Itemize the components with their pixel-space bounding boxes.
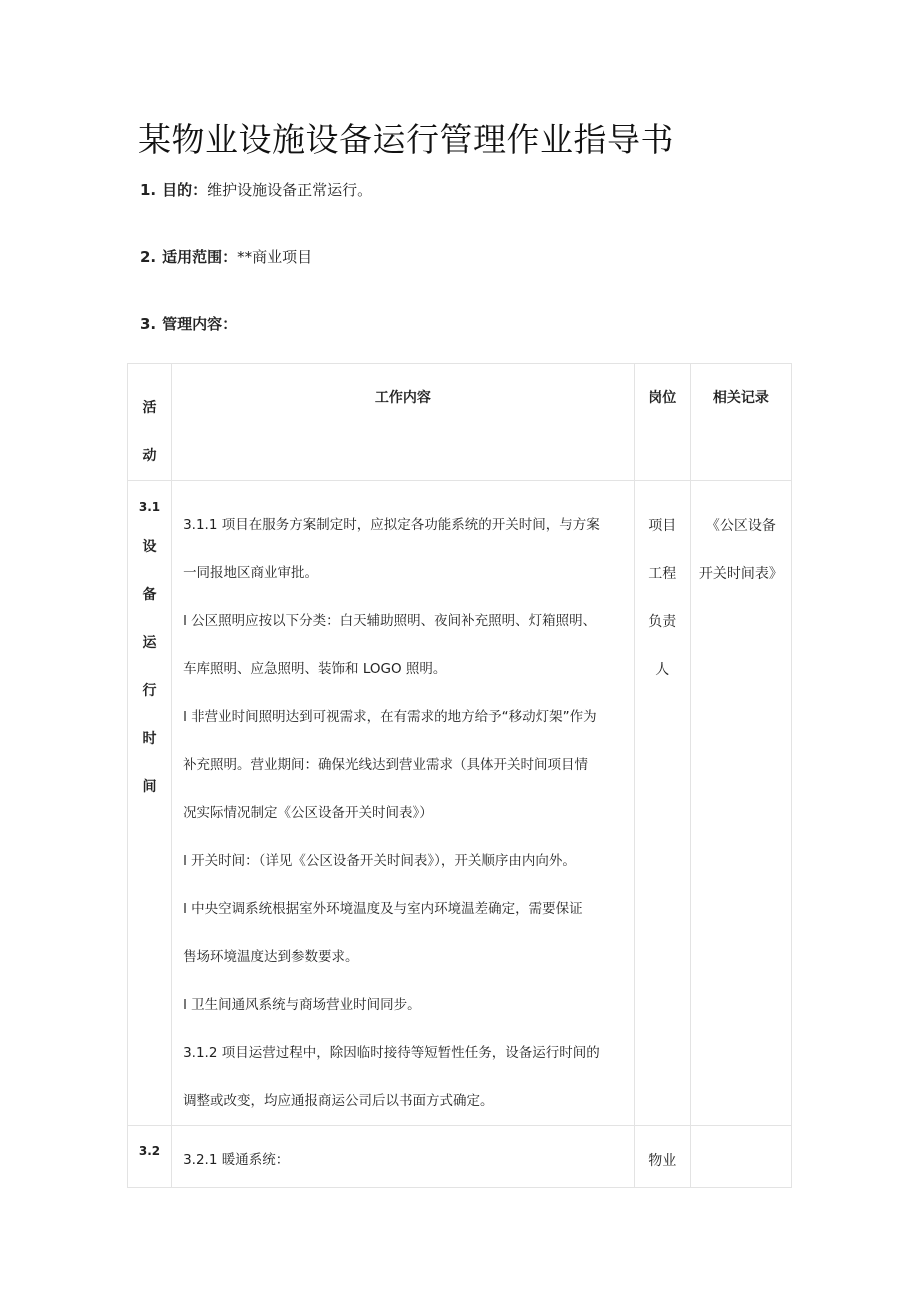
section-number: 1. bbox=[140, 181, 157, 199]
work-line: l 中央空调系统根据室外环境温度及与室内环境温差确定，需要保证 bbox=[183, 901, 583, 917]
section-text: 维护设施设备正常运行。 bbox=[207, 181, 373, 199]
work-line: l 公区照明应按以下分类：白天辅助照明、夜间补充照明、灯箱照明、 bbox=[183, 613, 597, 629]
header-activity-char: 活 bbox=[142, 400, 157, 416]
activity-char: 行 bbox=[142, 683, 157, 699]
work-line: l 非营业时间照明达到可视需求，在有需求的地方给予“移动灯架”作为 bbox=[183, 709, 597, 725]
table-row bbox=[128, 1126, 792, 1188]
post-line: 项目 bbox=[648, 518, 677, 534]
header-post: 岗位 bbox=[634, 364, 690, 481]
header-activity bbox=[128, 364, 172, 481]
table-header-row bbox=[128, 364, 792, 481]
section-number: 2. bbox=[140, 248, 157, 266]
work-line: 补充照明。营业期间：确保光线达到营业需求（具体开关时间项目情 bbox=[183, 757, 589, 773]
record-line: 开关时间表》 bbox=[698, 566, 783, 582]
activity-char: 时 bbox=[142, 731, 157, 747]
management-table bbox=[127, 363, 792, 1188]
activity-cell bbox=[128, 481, 172, 1126]
section-label: 目的： bbox=[162, 181, 208, 199]
post-line: 负责 bbox=[648, 614, 677, 630]
post-line: 工程 bbox=[648, 566, 677, 582]
activity-char: 备 bbox=[142, 587, 157, 603]
record-line: 《公区设备 bbox=[705, 518, 776, 534]
work-line: l 开关时间：（详见《公区设备开关时间表》），开关顺序由内向外。 bbox=[183, 853, 576, 869]
activity-char: 间 bbox=[142, 779, 157, 795]
table-row bbox=[128, 481, 792, 1126]
activity-char: 运 bbox=[142, 635, 157, 651]
section-label: 管理内容： bbox=[162, 315, 238, 333]
work-line: 3.1.1 项目在服务方案制定时，应拟定各功能系统的开关时间，与方案 bbox=[183, 517, 600, 533]
record-cell bbox=[690, 481, 791, 1126]
work-content-cell bbox=[172, 481, 635, 1126]
work-line: 3.2.1 暖通系统： bbox=[172, 1126, 635, 1188]
work-line: 一同报地区商业审批。 bbox=[183, 565, 319, 581]
activity-char: 设 bbox=[142, 539, 157, 555]
activity-code: 3.1 bbox=[138, 500, 161, 514]
section-number: 3. bbox=[140, 315, 157, 333]
header-activity-char: 动 bbox=[142, 448, 157, 464]
post-cell: 物业 bbox=[634, 1126, 690, 1188]
section-purpose bbox=[140, 179, 372, 200]
activity-code: 3.2 bbox=[128, 1126, 172, 1188]
section-scope bbox=[140, 246, 312, 267]
work-line: 车库照明、应急照明、装饰和 LOGO 照明。 bbox=[183, 661, 447, 677]
post-line: 人 bbox=[655, 662, 670, 678]
header-related-records: 相关记录 bbox=[690, 364, 791, 481]
work-line: 3.1.2 项目运营过程中，除因临时接待等短暂性任务，设备运行时间的 bbox=[183, 1045, 600, 1061]
work-line: 售场环境温度达到参数要求。 bbox=[183, 949, 359, 965]
section-label: 适用范围： bbox=[162, 248, 238, 266]
header-work-content: 工作内容 bbox=[172, 364, 635, 481]
record-cell bbox=[690, 1126, 791, 1188]
post-cell bbox=[634, 481, 690, 1126]
work-line: 况实际情况制定《公区设备开关时间表》） bbox=[183, 805, 433, 821]
document-title: 某物业设施设备运行管理作业指导书 bbox=[138, 120, 674, 159]
section-content bbox=[140, 313, 237, 334]
work-line: l 卫生间通风系统与商场营业时间同步。 bbox=[183, 997, 421, 1013]
section-text: **商业项目 bbox=[237, 248, 313, 266]
work-line: 调整或改变，均应通报商运公司后以书面方式确定。 bbox=[183, 1093, 494, 1109]
